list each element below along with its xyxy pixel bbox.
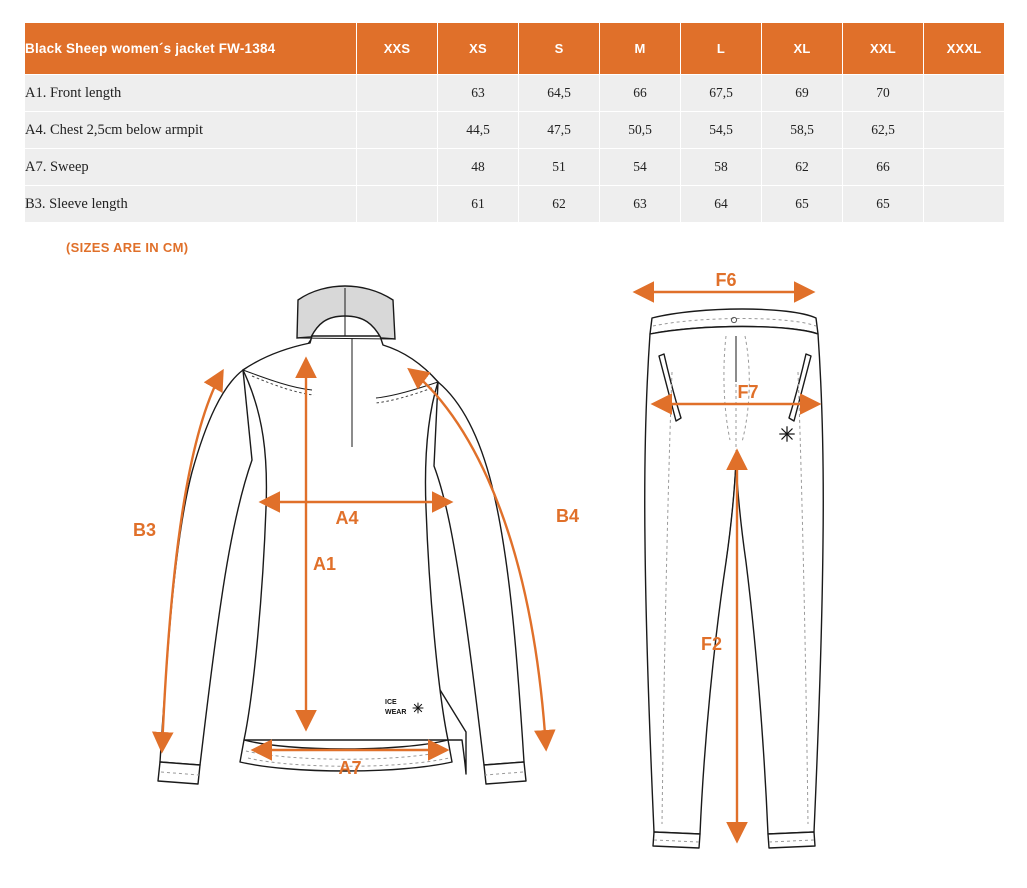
brand-line1: ICE	[385, 699, 397, 706]
garment-diagrams	[0, 262, 1027, 888]
cell-value	[924, 149, 1005, 186]
size-header-xl: XL	[762, 23, 843, 75]
table-title-cell: Black Sheep women´s jacket FW-1384	[25, 23, 357, 75]
measure-label-b3: B3	[133, 520, 157, 540]
units-note: (SIZES ARE IN CM)	[66, 240, 189, 255]
pants-snowflake-icon	[779, 426, 794, 441]
cell-value: 54	[600, 149, 681, 186]
cell-value: 62	[519, 186, 600, 223]
size-header-xxl: XXL	[843, 23, 924, 75]
cell-value: 44,5	[438, 112, 519, 149]
measure-label-f6: F6	[715, 270, 737, 290]
measure-label-b4: B4	[556, 506, 580, 526]
cell-value: 58,5	[762, 112, 843, 149]
cell-value: 62	[762, 149, 843, 186]
cell-value	[357, 186, 438, 223]
measure-label-f2: F2	[700, 634, 722, 654]
cell-value: 61	[438, 186, 519, 223]
cell-value: 65	[843, 186, 924, 223]
cell-value	[924, 75, 1005, 112]
row-label: A4. Chest 2,5cm below armpit	[25, 112, 357, 149]
jacket-illustration	[133, 286, 579, 784]
cell-value: 65	[762, 186, 843, 223]
cell-value: 64	[681, 186, 762, 223]
cell-value: 69	[762, 75, 843, 112]
cell-value	[357, 149, 438, 186]
size-table	[24, 22, 1005, 223]
brand-line2: WEAR	[385, 709, 407, 716]
cell-value: 54,5	[681, 112, 762, 149]
cell-value	[357, 75, 438, 112]
row-label: A7. Sweep	[25, 149, 357, 186]
size-header-s: S	[519, 23, 600, 75]
cell-value	[357, 112, 438, 149]
size-header-xxxl: XXXL	[924, 23, 1005, 75]
cell-value: 67,5	[681, 75, 762, 112]
table-row	[25, 149, 1005, 186]
measure-label-a4: A4	[335, 508, 359, 528]
table-row	[25, 75, 1005, 112]
cell-value: 70	[843, 75, 924, 112]
cell-value: 58	[681, 149, 762, 186]
table-row	[25, 186, 1005, 223]
cell-value: 50,5	[600, 112, 681, 149]
pants-illustration	[636, 270, 823, 848]
size-header-l: L	[681, 23, 762, 75]
table-header-row	[25, 23, 1005, 75]
cell-value: 66	[600, 75, 681, 112]
table-row	[25, 112, 1005, 149]
size-header-xxs: XXS	[357, 23, 438, 75]
cell-value: 63	[438, 75, 519, 112]
snowflake-icon	[413, 703, 424, 714]
size-header-xs: XS	[438, 23, 519, 75]
cell-value: 63	[600, 186, 681, 223]
size-header-m: M	[600, 23, 681, 75]
cell-value: 62,5	[843, 112, 924, 149]
cell-value: 64,5	[519, 75, 600, 112]
cell-value	[924, 112, 1005, 149]
row-label: A1. Front length	[25, 75, 357, 112]
cell-value	[924, 186, 1005, 223]
cell-value: 51	[519, 149, 600, 186]
measure-label-f7: F7	[737, 382, 759, 402]
measure-label-a1: A1	[313, 554, 337, 574]
cell-value: 47,5	[519, 112, 600, 149]
row-label: B3. Sleeve length	[25, 186, 357, 223]
cell-value: 66	[843, 149, 924, 186]
cell-value: 48	[438, 149, 519, 186]
measure-label-a7: A7	[338, 758, 362, 778]
